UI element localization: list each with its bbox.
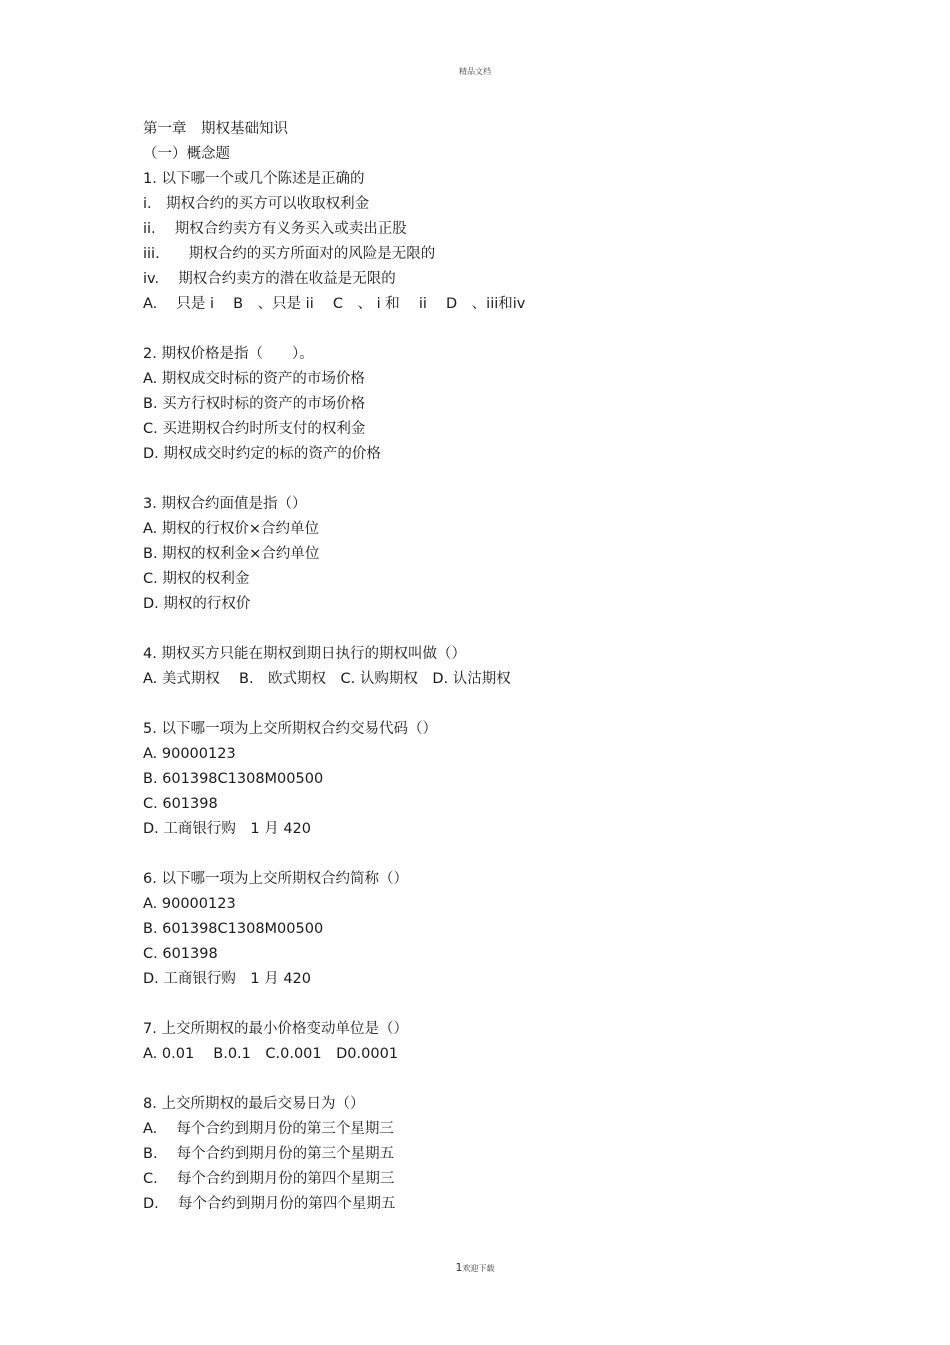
question-1 — [143, 167, 823, 317]
section-title: （一）概念题 — [143, 146, 230, 162]
option-c: C. 期权的权利金 — [143, 571, 250, 587]
question-8 — [143, 1092, 823, 1217]
option-b: B. 601398C1308M00500 — [143, 771, 324, 787]
option-b: B. 期权的权利金×合约单位 — [143, 546, 320, 562]
option-c: C. 601398 — [143, 946, 218, 962]
option-a: A. 每个合约到期月份的第三个星期三 — [143, 1121, 394, 1137]
option-b: B. 买方行权时标的资产的市场价格 — [143, 396, 366, 412]
option-d: D. 期权成交时约定的标的资产的价格 — [143, 446, 381, 462]
option-d: D. 每个合约到期月份的第四个星期五 — [143, 1196, 396, 1212]
statement-i: i. 期权合约的买方可以收取权利金 — [143, 196, 370, 212]
option-c: C. 买进期权合约时所支付的权利金 — [143, 421, 366, 437]
document-body — [143, 117, 823, 1217]
option-d: D. 工商银行购 1 月 420 — [143, 821, 312, 837]
statement-ii: ii. 期权合约卖方有义务买入或卖出正股 — [143, 221, 407, 237]
question-stem: 4. 期权买方只能在期权到期日执行的期权叫做（） — [143, 646, 466, 662]
statement-iii: iii. 期权合约的买方所面对的风险是无限的 — [143, 246, 436, 262]
option-c: C. 每个合约到期月份的第四个星期三 — [143, 1171, 395, 1187]
question-7 — [143, 1017, 823, 1067]
option-a: A. 期权的行权价×合约单位 — [143, 521, 320, 537]
answer-options: A. 0.01 B.0.1 C.0.001 D0.0001 — [143, 1046, 399, 1062]
question-stem: 7. 上交所期权的最小价格变动单位是（） — [143, 1021, 408, 1037]
answer-options: A. 只是 i B 、只是 ii C 、 i 和 ii D 、iii和iv — [143, 296, 526, 312]
question-3 — [143, 492, 823, 617]
question-stem: 6. 以下哪一项为上交所期权合约简称（） — [143, 871, 408, 887]
question-5 — [143, 717, 823, 842]
question-stem: 8. 上交所期权的最后交易日为（） — [143, 1096, 365, 1112]
question-stem: 5. 以下哪一项为上交所期权合约交易代码（） — [143, 721, 437, 737]
option-d: D. 期权的行权价 — [143, 596, 251, 612]
option-b: B. 601398C1308M00500 — [143, 921, 324, 937]
question-2 — [143, 342, 823, 467]
option-d: D. 工商银行购 1 月 420 — [143, 971, 312, 987]
question-stem: 3. 期权合约面值是指（） — [143, 496, 307, 512]
question-4 — [143, 642, 823, 692]
footer-text: 欢迎下载 — [462, 1264, 495, 1273]
option-a: A. 90000123 — [143, 896, 236, 912]
page-footer — [0, 1261, 950, 1274]
option-b: B. 每个合约到期月份的第三个星期五 — [143, 1146, 395, 1162]
chapter-title: 第一章 期权基础知识 — [143, 121, 288, 137]
answer-options: A. 美式期权 B. 欧式期权 C. 认购期权 D. 认沽期权 — [143, 671, 511, 687]
option-a: A. 90000123 — [143, 746, 236, 762]
question-6 — [143, 867, 823, 992]
statement-iv: iv. 期权合约卖方的潜在收益是无限的 — [143, 271, 396, 287]
question-stem: 1. 以下哪一个或几个陈述是正确的 — [143, 171, 365, 187]
option-a: A. 期权成交时标的资产的市场价格 — [143, 371, 365, 387]
page-number: 1 — [455, 1261, 463, 1274]
page-header: 精品文档 — [459, 67, 491, 76]
option-c: C. 601398 — [143, 796, 218, 812]
question-stem: 2. 期权价格是指（ ）。 — [143, 346, 314, 362]
